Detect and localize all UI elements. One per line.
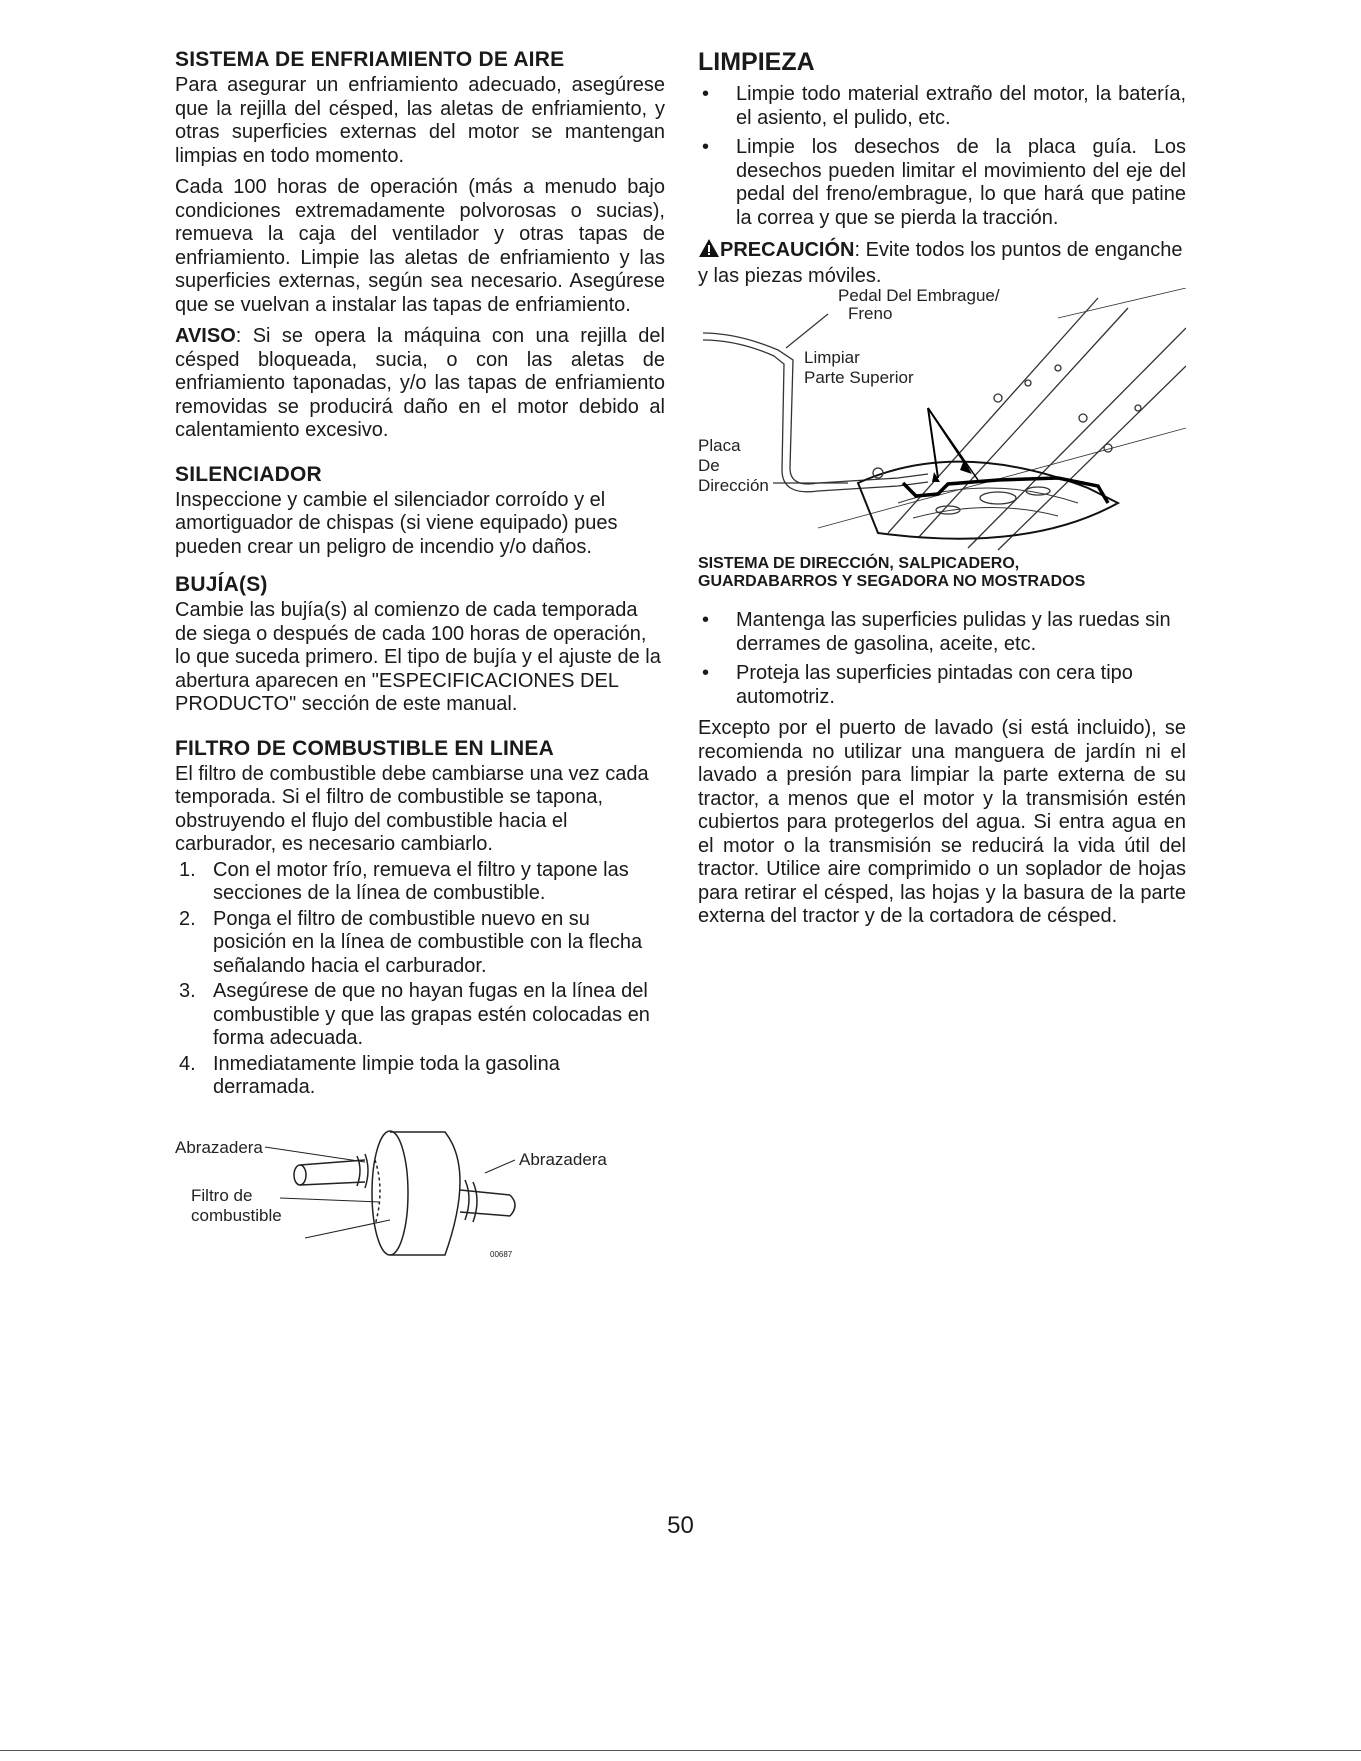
muffler-title: SILENCIADOR bbox=[175, 462, 322, 486]
guide-plate-drawing bbox=[698, 288, 1186, 553]
list-item: 3. Asegúrese de que no hayan fugas en la línea del combustible y que las grapas estén colocadas en forma adecuada. bbox=[179, 980, 650, 1049]
plate-label-line2: De bbox=[698, 456, 720, 475]
pedal-label-line2: Freno bbox=[848, 304, 893, 323]
list-item: • Limpie los desechos de la placa guía. Los desechos pueden limitar el movimiento del eje del pedal del freno/embrague, lo que hará que patine la correa y que se pierda la tracción. bbox=[702, 136, 1186, 229]
clean-label-line2: Parte Superior bbox=[804, 368, 914, 387]
notice-text: : Si se opera la máquina con una rejilla del césped bloqueada, sucia, o con las aletas de enfriamiento taponadas, y/o las tapas de enfriamiento removidas se producirá daño en el motor debido al calentamiento excesivo. bbox=[175, 325, 665, 441]
notice-label: AVISO bbox=[175, 325, 236, 347]
clamp-right-label: Abrazadera bbox=[519, 1150, 607, 1169]
figure-code: 00687 bbox=[490, 1250, 513, 1259]
filter-label-line1: Filtro de bbox=[191, 1186, 253, 1205]
plate-label-line3: Dirección bbox=[698, 476, 769, 495]
list-item: 1. Con el motor frío, remueva el filtro y tapone las secciones de la línea de combustible. bbox=[179, 858, 629, 904]
caution-label: PRECAUCIÓN bbox=[720, 239, 855, 261]
caution-notice bbox=[698, 238, 1186, 288]
pedal-label-line1: Pedal Del Embrague/ bbox=[838, 286, 1000, 305]
page-number: 50 bbox=[667, 1512, 694, 1539]
filter-label-line2: combustible bbox=[191, 1206, 282, 1225]
cooling-paragraph-2: Cada 100 horas de operación (más a menudo bajo condiciones extremadamente polvorosas o sucias), remueva la caja del ventilador y otras tapas de enfriamiento. Limpie las aletas de enfriamiento y las superficies externas, según sea necesario. Asegúrese que se vuelvan a instalar las tapas de enfriamiento. bbox=[175, 176, 665, 316]
caution-text: : Evite todos los puntos de enganche y las piezas móviles. bbox=[698, 239, 1183, 287]
fuel-filter-steps bbox=[175, 859, 665, 1100]
list-item: 4. Inmediatamente limpie toda la gasolina derramada. bbox=[179, 1052, 560, 1098]
muffler-text: Inspeccione y cambie el silenciador corroído y el amortiguador de chispas (si viene equipado) pues pueden crear un peligro de incendio y/o daños. bbox=[175, 488, 618, 558]
list-item: 2. Ponga el filtro de combustible nuevo en su posición en la línea de combustible con la flecha señalando hacia el carburador. bbox=[179, 907, 643, 977]
list-item: • Proteja las superficies pintadas con cera tipo automotriz. bbox=[702, 662, 1133, 708]
bottom-rule bbox=[0, 1750, 1361, 1751]
fuel-filter-figure bbox=[175, 1120, 675, 1270]
spark-plugs-text: Cambie las bujía(s) al comienzo de cada temporada de siega o después de cada 100 horas de operación, lo que suceda primero. El tipo de bujía y el ajuste de la abertura aparecen en "ESPECIFICACIONES DEL PRODUCTO" sección de este manual. bbox=[175, 599, 661, 715]
caption-line-2: GUARDABARROS Y SEGADORA NO MOSTRADOS bbox=[698, 573, 1086, 590]
cooling-paragraph-1: Para asegurar un enfriamiento adecuado, asegúrese que la rejilla del césped, las aletas de enfriamiento, y otras superficies externas del motor se mantengan limpias en todo momento. bbox=[175, 74, 665, 167]
right-column bbox=[698, 48, 1186, 937]
plate-label-line1: Placa bbox=[698, 436, 741, 455]
guide-plate-figure bbox=[698, 288, 1186, 553]
caption-line-1: SISTEMA DE DIRECCIÓN, SALPICADERO, bbox=[698, 555, 1020, 572]
left-column bbox=[175, 48, 665, 1102]
spark-plugs-title: BUJÍA(S) bbox=[175, 573, 268, 596]
cooling-title: SISTEMA DE ENFRIAMIENTO DE AIRE bbox=[175, 48, 565, 71]
figure-caption bbox=[698, 555, 1186, 591]
cleaning-closing-text: Excepto por el puerto de lavado (si está incluido), se recomienda no utilizar una manguera de jardín ni el lavado a presión para limpiar la parte externa de su tractor, a menos que el motor y la transmisión estén cubiertos para protegerlos del agua. Si entra agua en el motor o la transmisión se reducirá la vida útil del tractor. Utilice aire comprimido o un soplador de hojas para retirar el césped, las hojas y la basura de la parte externa del tractor y de la cortadora de césped. bbox=[698, 717, 1186, 927]
clamp-left-label: Abrazadera bbox=[175, 1138, 263, 1157]
cleaning-bullets bbox=[698, 83, 1186, 230]
clean-label-line1: Limpiar bbox=[804, 348, 860, 367]
cooling-notice bbox=[175, 325, 665, 443]
cleaning-bullets-2 bbox=[698, 609, 1186, 709]
list-item: • Limpie todo material extraño del motor, la batería, el asiento, el pulido, etc. bbox=[702, 83, 1186, 129]
fuel-filter-text: El filtro de combustible debe cambiarse una vez cada temporada. Si el filtro de combustible se tapona, obstruyendo el flujo del combustible hacia el carburador, es necesario cambiarlo. bbox=[175, 762, 649, 855]
list-item: • Mantenga las superficies pulidas y las ruedas sin derrames de gasolina, aceite, etc. bbox=[702, 609, 1171, 655]
warning-icon bbox=[698, 238, 720, 265]
fuel-filter-title: FILTRO DE COMBUSTIBLE EN LINEA bbox=[175, 736, 554, 760]
cleaning-title: LIMPIEZA bbox=[698, 48, 815, 76]
